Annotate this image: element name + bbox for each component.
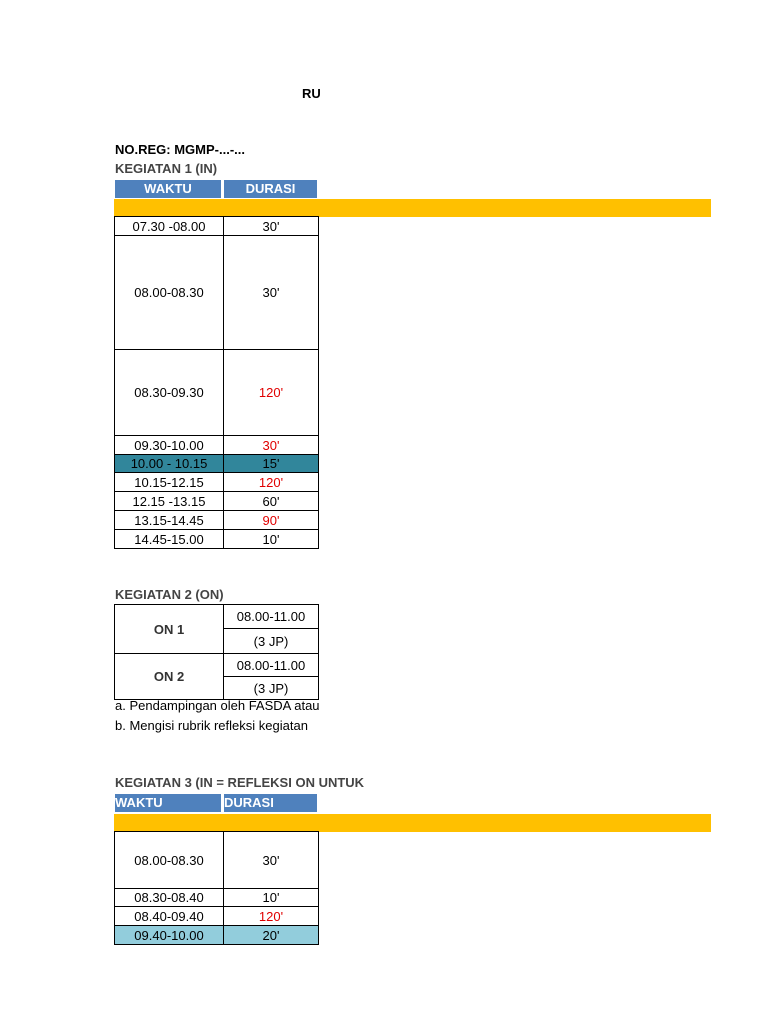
- table-cell-waktu: 08.00-08.30: [114, 831, 224, 889]
- table-cell-waktu: 09.30-10.00: [114, 435, 224, 455]
- table-cell-durasi: 30': [223, 235, 319, 350]
- table-cell-durasi: 120': [223, 472, 319, 492]
- kegiatan-1-header-durasi: DURASI: [224, 180, 317, 198]
- kegiatan-3-title: KEGIATAN 3 (IN = REFLEKSI ON UNTUK: [115, 775, 365, 790]
- on-1-time: 08.00-11.00: [223, 604, 319, 629]
- kegiatan-1-header-waktu: WAKTU: [115, 180, 221, 198]
- kegiatan-2-title: KEGIATAN 2 (ON): [115, 587, 224, 602]
- document-heading: RU: [302, 86, 321, 101]
- table-cell-waktu: 08.30-09.30: [114, 349, 224, 436]
- table-cell-durasi: 30': [223, 831, 319, 889]
- on-2-time: 08.00-11.00: [223, 653, 319, 677]
- table-cell-waktu-break: 10.00 - 10.15: [114, 454, 224, 473]
- kegiatan-1-title: KEGIATAN 1 (IN): [115, 161, 218, 176]
- on-2-jp: (3 JP): [223, 676, 319, 700]
- table-cell-waktu: 07.30 -08.00: [114, 216, 224, 236]
- table-cell-waktu: 10.15-12.15: [114, 472, 224, 492]
- kegiatan-3-header-durasi: DURASI: [224, 794, 317, 812]
- table-cell-durasi: 30': [223, 216, 319, 236]
- table-cell-waktu: 08.30-08.40: [114, 888, 224, 907]
- kegiatan-3-header-waktu: WAKTU: [115, 794, 221, 812]
- table-cell-waktu: 13.15-14.45: [114, 510, 224, 530]
- on-2-label: ON 2: [114, 653, 224, 700]
- kegiatan-3-orange-band: [114, 814, 711, 832]
- kegiatan-1-orange-band: [114, 199, 711, 217]
- on-1-label: ON 1: [114, 604, 224, 654]
- note-a: a. Pendampingan oleh FASDA atau: [115, 698, 320, 713]
- table-cell-durasi: 20': [223, 925, 319, 945]
- table-cell-waktu: 14.45-15.00: [114, 529, 224, 549]
- table-cell-waktu: 09.40-10.00: [114, 925, 224, 945]
- table-cell-durasi: 10': [223, 529, 319, 549]
- on-1-jp: (3 JP): [223, 628, 319, 654]
- table-cell-durasi: 60': [223, 491, 319, 511]
- table-cell-waktu: 12.15 -13.15: [114, 491, 224, 511]
- table-cell-waktu: 08.40-09.40: [114, 906, 224, 926]
- registration-number: NO.REG: MGMP-...-...: [115, 142, 245, 157]
- table-cell-durasi: 10': [223, 888, 319, 907]
- table-cell-durasi-break: 15': [223, 454, 319, 473]
- table-cell-durasi: 90': [223, 510, 319, 530]
- table-cell-durasi: 30': [223, 435, 319, 455]
- note-b: b. Mengisi rubrik refleksi kegiatan: [115, 718, 308, 733]
- table-cell-durasi: 120': [223, 349, 319, 436]
- table-cell-durasi: 120': [223, 906, 319, 926]
- table-cell-waktu: 08.00-08.30: [114, 235, 224, 350]
